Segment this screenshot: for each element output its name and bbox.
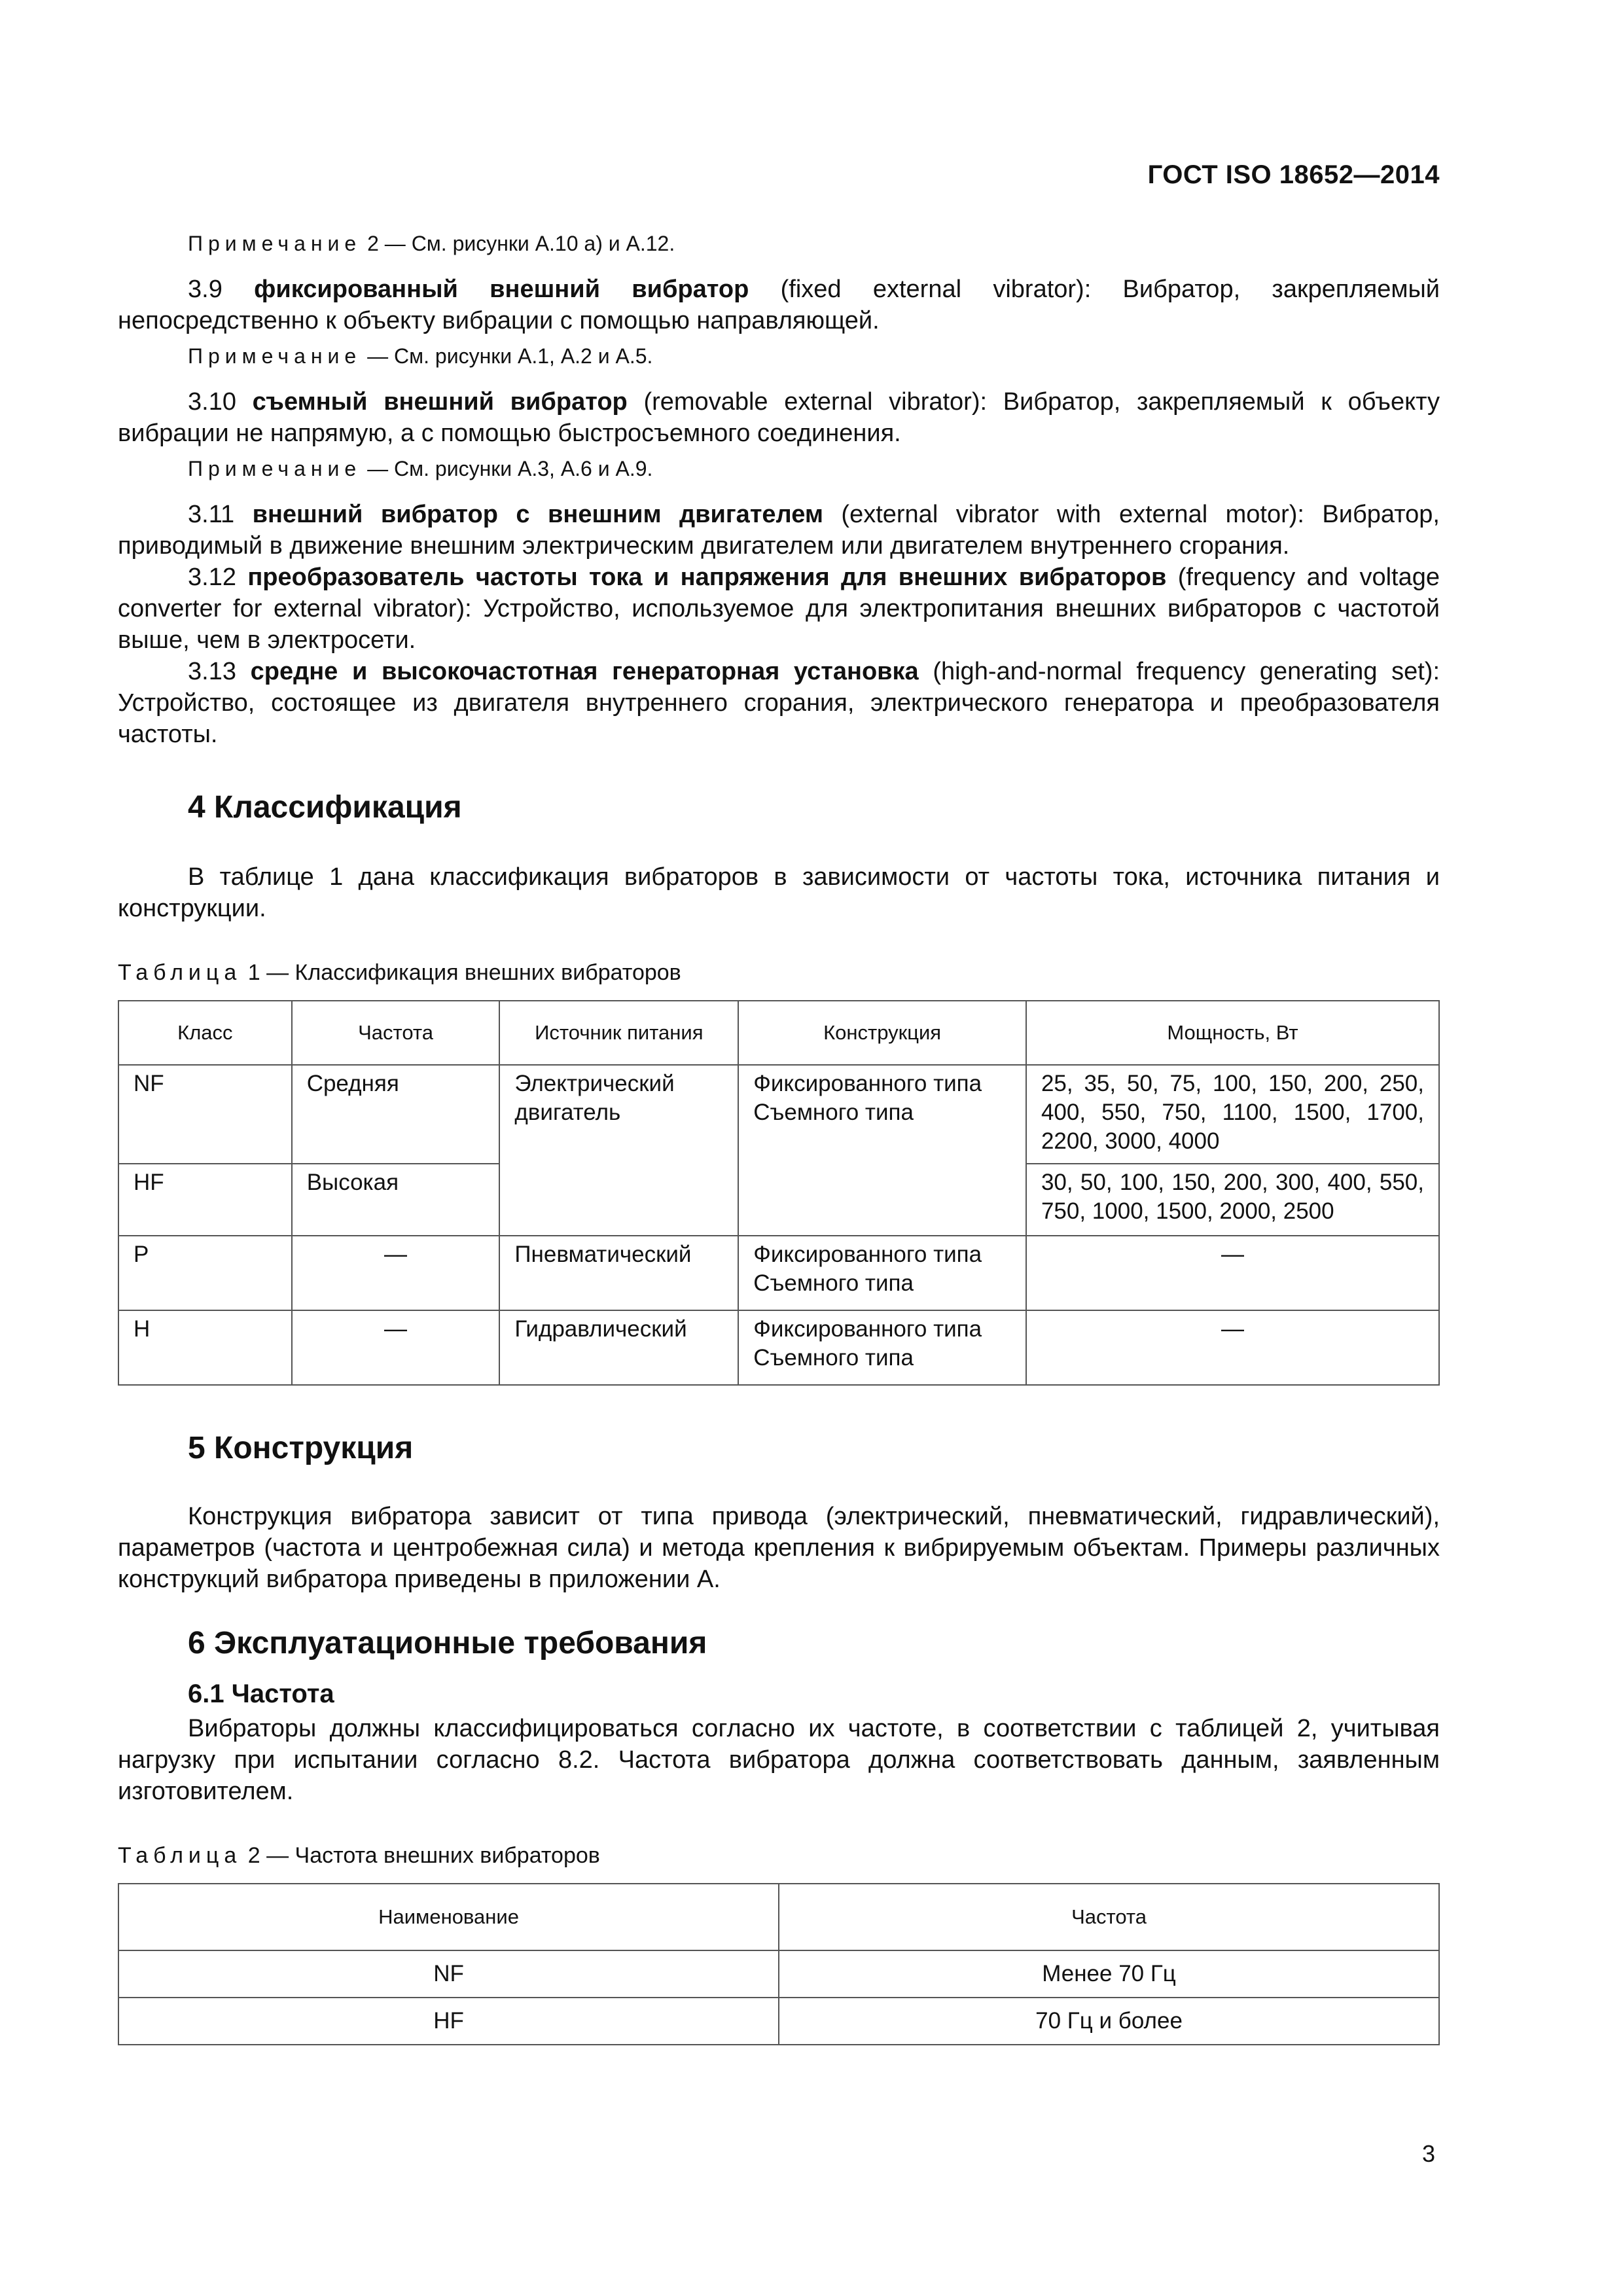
column-header-construction: Конструкция: [738, 1001, 1026, 1065]
table-cell: Фиксированного типа Съемного типа: [738, 1310, 1026, 1385]
note-label: Примечание: [188, 457, 362, 480]
note-text: 2 — См. рисунки А.10 а) и А.12.: [361, 232, 675, 255]
definition-text: (frequency and voltage converter for external vibrator): Устройство, используемое для электропитания внешних вибраторов с частотой выше, чем в электросети.: [118, 564, 1440, 654]
table-cell: Менее 70 Гц: [779, 1950, 1439, 1998]
caption-text: 1 — Классификация внешних вибраторов: [241, 960, 681, 985]
table-cell: Средняя: [292, 1065, 500, 1164]
table-row: [118, 1065, 1439, 1164]
standard-header: ГОСТ ISO 18652—2014: [1147, 160, 1440, 189]
section-5-paragraph: Конструкция вибратора зависит от типа привода (электрический, пневматический, гидравлический), параметров (частота и центробежная сила) и метода крепления к вибрируемым объектам. Примеры различных конструкций вибратора приведены в приложении А.: [118, 1503, 1440, 1593]
table-cell: —: [1026, 1310, 1439, 1385]
definition-number: 3.12: [188, 564, 248, 591]
definition-text: (fixed external vibrator): Вибратор, закрепляемый непосредственно к объекту вибрации с помощью направляющей.: [118, 276, 1440, 334]
table-2: [118, 1883, 1440, 2045]
table-cell: 25, 35, 50, 75, 100, 150, 200, 250, 400, 550, 750, 1100, 1500, 1700, 2200, 3000, 4000: [1026, 1065, 1439, 1164]
definition-term: средне и высокочастотная генераторная установка: [250, 658, 919, 685]
caption-text: 2 — Частота внешних вибраторов: [241, 1843, 600, 1868]
table-cell: 70 Гц и более: [779, 1998, 1439, 2045]
column-header-power-source: Источник питания: [499, 1001, 738, 1065]
table-cell: P: [118, 1236, 292, 1310]
column-header-frequency: Частота: [779, 1884, 1439, 1950]
table-cell: 30, 50, 100, 150, 200, 300, 400, 550, 750, 1000, 1500, 2000, 2500: [1026, 1164, 1439, 1236]
definition-term: съемный внешний вибратор: [252, 388, 628, 416]
note-text: — См. рисунки А.3, А.6 и А.9.: [361, 457, 653, 480]
section-6-1-paragraph: Вибраторы должны классифицироваться согласно их частоте, в соответствии с таблицей 2, учитывая нагрузку при испытании согласно 8.2. Частота вибратора должна соответствовать данным, заявленным изготовителем.: [118, 1715, 1440, 1805]
definition-text: (external vibrator with external motor): Вибратор, приводимый в движение внешним электрическим двигателем или двигателем внутреннего сгорания.: [118, 501, 1440, 560]
table-cell: —: [292, 1236, 500, 1310]
table-cell: HF: [118, 1164, 292, 1236]
section-4-paragraph: В таблице 1 дана классификация вибраторов в зависимости от частоты тока, источника питания и конструкции.: [118, 863, 1440, 922]
note-3-9: [118, 342, 1440, 370]
definition-number: 3.9: [188, 276, 255, 303]
table-row: [118, 1998, 1439, 2045]
definition-number: 3.11: [188, 501, 253, 528]
page-number: 3: [1422, 2140, 1436, 2167]
table-cell: Гидравлический: [499, 1310, 738, 1385]
definition-number: 3.13: [188, 658, 251, 685]
table-cell: H: [118, 1310, 292, 1385]
table-cell: HF: [118, 1998, 779, 2045]
definition-number: 3.10: [188, 388, 253, 416]
table-cell: —: [1026, 1236, 1439, 1310]
column-header-name: Наименование: [118, 1884, 779, 1950]
note-label: Примечание: [188, 232, 362, 255]
definition-3-12: [118, 562, 1440, 656]
table-header-row: [118, 1001, 1439, 1065]
definition-3-9: [118, 274, 1440, 336]
table-cell: Фиксированного типа Съемного типа: [738, 1065, 1026, 1236]
table-row: [118, 1950, 1439, 1998]
column-header-class: Класс: [118, 1001, 292, 1065]
section-6-heading: 6 Эксплуатационные требования: [188, 1626, 707, 1660]
table-row: [118, 1310, 1439, 1385]
note-label: Примечание: [188, 344, 362, 368]
table-cell: Электрический двигатель: [499, 1065, 738, 1236]
section-4-heading: 4 Классификация: [188, 790, 462, 825]
table-cell: Фиксированного типа Съемного типа: [738, 1236, 1026, 1310]
subsection-6-1-heading: 6.1 Частота: [188, 1679, 334, 1708]
caption-label: Таблица: [118, 960, 242, 985]
note-3-10: [118, 454, 1440, 483]
table-cell: NF: [118, 1065, 292, 1164]
table-2-caption: [118, 1841, 1440, 1870]
column-header-frequency: Частота: [292, 1001, 500, 1065]
definition-3-13: [118, 656, 1440, 750]
note-text: — См. рисунки А.1, А.2 и А.5.: [361, 344, 653, 368]
page-content: [118, 229, 1440, 2045]
table-cell: NF: [118, 1950, 779, 1998]
table-row: [118, 1236, 1439, 1310]
section-5-heading: 5 Конструкция: [188, 1431, 414, 1465]
definition-text: (removable external vibrator): Вибратор, закрепляемый к объекту вибрации не напрямую, а с помощью быстросъемного соединения.: [118, 388, 1440, 447]
table-cell: —: [292, 1310, 500, 1385]
table-cell: Высокая: [292, 1164, 500, 1236]
caption-label: Таблица: [118, 1843, 242, 1868]
definition-3-10: [118, 386, 1440, 449]
table-1: [118, 1000, 1440, 1386]
table-cell: Пневматический: [499, 1236, 738, 1310]
note-2: [118, 229, 1440, 258]
definition-3-11: [118, 499, 1440, 562]
definition-term: преобразователь частоты тока и напряжения для внешних вибраторов: [247, 564, 1167, 591]
column-header-power: Мощность, Вт: [1026, 1001, 1439, 1065]
definition-text: (high-and-normal frequency generating set): Устройство, состоящее из двигателя внутреннего сгорания, электрического генератора и преобразователя частоты.: [118, 658, 1440, 748]
table-1-caption: [118, 958, 1440, 987]
table-header-row: [118, 1884, 1439, 1950]
definition-term: фиксированный внешний вибратор: [254, 276, 749, 303]
definition-term: внешний вибратор с внешним двигателем: [252, 501, 823, 528]
